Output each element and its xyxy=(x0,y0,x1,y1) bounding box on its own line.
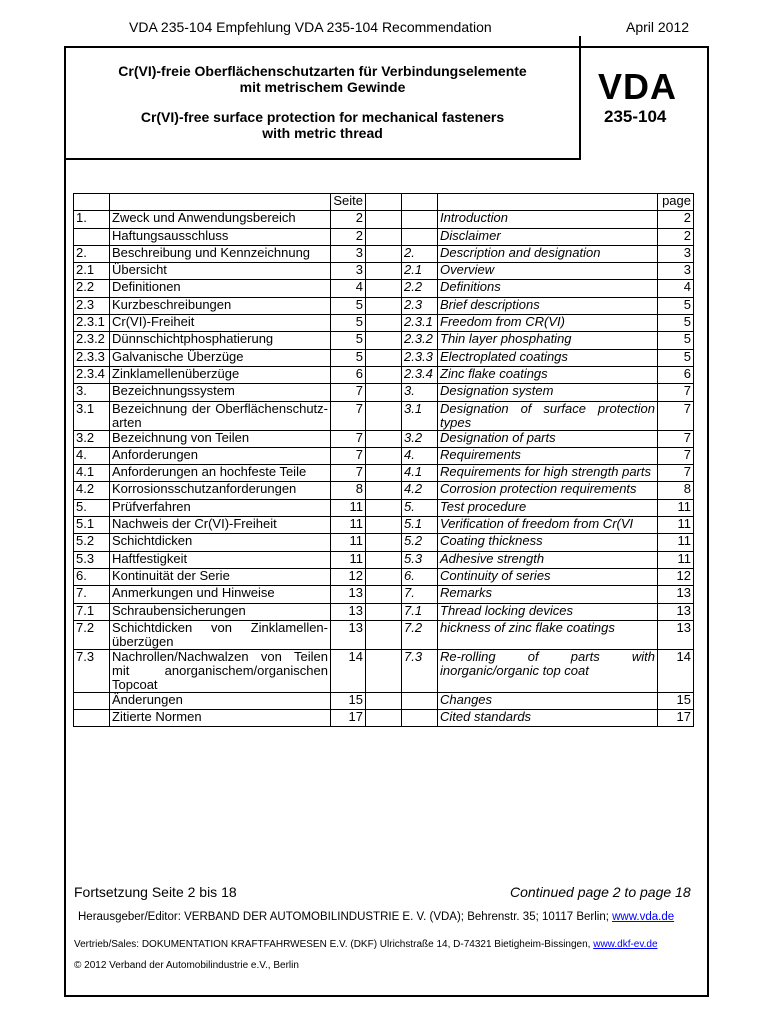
toc-de-number: 7. xyxy=(74,586,110,603)
toc-en-number: 2.2 xyxy=(402,280,438,297)
toc-de-title: Anmerkungen und Hinweise xyxy=(110,586,331,603)
toc-de-title-line: arten xyxy=(112,414,142,430)
toc-de-title: Bezeichnung von Teilen xyxy=(110,430,331,447)
toc-en-page: 5 xyxy=(658,332,694,349)
toc-en-title: Designation of parts xyxy=(438,430,658,447)
toc-en-page: 7 xyxy=(658,401,694,430)
toc-de-title: Haftungsausschluss xyxy=(110,228,331,245)
toc-en-title: Remarks xyxy=(438,586,658,603)
toc-de-title: Zweck und Anwendungsbereich xyxy=(110,211,331,228)
toc-row xyxy=(74,430,694,447)
toc-head-page: page xyxy=(658,194,694,211)
toc-en-page: 11 xyxy=(658,517,694,534)
toc-en-number: 5.2 xyxy=(402,534,438,551)
toc-en-title: Description and designation xyxy=(438,245,658,262)
toc-de-number: 7.2 xyxy=(74,620,110,649)
running-header: VDA 235-104 Empfehlung VDA 235-104 Recommendation xyxy=(129,19,492,35)
toc-de-number: 5.1 xyxy=(74,517,110,534)
toc-en-page: 14 xyxy=(658,649,694,692)
toc-de-page: 12 xyxy=(331,568,366,585)
toc-de-page: 13 xyxy=(331,620,366,649)
toc-en-page: 13 xyxy=(658,620,694,649)
toc-en-page: 13 xyxy=(658,603,694,620)
toc-head-blank xyxy=(74,194,110,211)
continuation-en: Continued page 2 to page 18 xyxy=(510,884,691,900)
toc-spacer xyxy=(366,384,402,401)
toc-de-number: 4. xyxy=(74,447,110,464)
toc-en-page: 5 xyxy=(658,349,694,366)
toc-en-number: 2.3.1 xyxy=(402,315,438,332)
toc-en-number: 4. xyxy=(402,447,438,464)
toc-en-title: Electroplated coatings xyxy=(438,349,658,366)
toc-de-number: 6. xyxy=(74,568,110,585)
toc-de-page: 13 xyxy=(331,603,366,620)
toc-de-number xyxy=(74,692,110,709)
toc-en-number: 6. xyxy=(402,568,438,585)
toc-de-title: Dünnschichtphosphatierung xyxy=(110,332,331,349)
toc-spacer xyxy=(366,349,402,366)
toc-de-number: 3.2 xyxy=(74,430,110,447)
sales-text: Vertrieb/Sales: DOKUMENTATION KRAFTFAHRWESEN E.V. (DKF) Ulrichstraße 14, D-74321 Bietigheim-Bissingen, xyxy=(74,939,594,950)
toc-de-title-line: Bezeichnung der Oberflächenschutz- xyxy=(112,401,328,416)
toc-en-number: 3.1 xyxy=(402,401,438,430)
toc-de-title: Nachweis der Cr(VI)-Freiheit xyxy=(110,517,331,534)
toc-row xyxy=(74,551,694,568)
toc-de-page: 2 xyxy=(331,228,366,245)
toc-en-page: 7 xyxy=(658,430,694,447)
toc-en-number: 3. xyxy=(402,384,438,401)
toc-de-title: Schichtdicken xyxy=(110,534,331,551)
toc-en-title: hickness of zinc flake coatings xyxy=(438,620,658,649)
toc-en-page: 11 xyxy=(658,551,694,568)
toc-de-number: 2.3.2 xyxy=(74,332,110,349)
toc-de-number: 2.3 xyxy=(74,297,110,314)
toc-row xyxy=(74,586,694,603)
toc-de-page: 14 xyxy=(331,649,366,692)
toc-de-title: Definitionen xyxy=(110,280,331,297)
toc-de-page: 7 xyxy=(331,447,366,464)
toc-en-title: Thread locking devices xyxy=(438,603,658,620)
toc-row xyxy=(74,332,694,349)
toc-en-page: 8 xyxy=(658,482,694,499)
toc-de-number: 4.2 xyxy=(74,482,110,499)
toc-en-title: Corrosion protection requirements xyxy=(438,482,658,499)
toc-en-number: 2.3 xyxy=(402,297,438,314)
toc-spacer xyxy=(366,263,402,280)
toc-de-number xyxy=(74,228,110,245)
vda-logo: VDA xyxy=(598,66,678,107)
footer-sales xyxy=(74,939,658,950)
toc-en-title xyxy=(438,649,658,692)
toc-de-number: 5.3 xyxy=(74,551,110,568)
toc-en-title: Zinc flake coatings xyxy=(438,366,658,383)
toc-de-page: 7 xyxy=(331,401,366,430)
toc-de-title: Korrosionsschutzanforderungen xyxy=(110,482,331,499)
toc-de-number: 2.2 xyxy=(74,280,110,297)
toc-spacer xyxy=(366,228,402,245)
toc-en-title: Thin layer phosphating xyxy=(438,332,658,349)
toc-de-title xyxy=(110,649,331,692)
toc-en-number: 4.1 xyxy=(402,465,438,482)
toc-de-title-line: Nachrollen/Nachwalzen von Teilen xyxy=(112,649,328,664)
publisher-text: Herausgeber/Editor: VERBAND DER AUTOMOBILINDUSTRIE E. V. (VDA); Behrenstr. 35; 10117 Berlin; xyxy=(78,911,613,923)
toc-de-page: 8 xyxy=(331,482,366,499)
toc-de-title: Anforderungen xyxy=(110,447,331,464)
toc-de-title: Cr(VI)-Freiheit xyxy=(110,315,331,332)
toc-en-title: Disclaimer xyxy=(438,228,658,245)
toc-de-title-line: Topcoat xyxy=(112,676,158,692)
header-date: April 2012 xyxy=(626,19,690,35)
toc-de-title: Galvanische Überzüge xyxy=(110,349,331,366)
toc-de-page: 7 xyxy=(331,465,366,482)
toc-en-number: 5. xyxy=(402,499,438,516)
toc-row xyxy=(74,366,694,383)
toc-spacer xyxy=(366,245,402,262)
toc-de-title-line: überzügen xyxy=(112,633,174,649)
toc-de-title: Zitierte Normen xyxy=(110,710,331,727)
toc-de-number: 5. xyxy=(74,499,110,516)
toc-row xyxy=(74,401,694,430)
toc-en-page: 3 xyxy=(658,245,694,262)
toc-row xyxy=(74,297,694,314)
toc-row xyxy=(74,482,694,499)
toc-spacer xyxy=(366,710,402,727)
toc-en-number: 7.2 xyxy=(402,620,438,649)
title-en-line1: Cr(VI)-free surface protection for mechanical fasteners xyxy=(140,109,505,125)
toc-row xyxy=(74,534,694,551)
toc-spacer xyxy=(366,447,402,464)
footer-copyright: © 2012 Verband der Automobilindustrie e.V., Berlin xyxy=(74,960,299,971)
toc-spacer xyxy=(366,620,402,649)
toc-de-number: 7.3 xyxy=(74,649,110,692)
toc-row xyxy=(74,315,694,332)
toc-de-title: Beschreibung und Kennzeichnung xyxy=(110,245,331,262)
toc-row xyxy=(74,517,694,534)
toc-en-page: 2 xyxy=(658,228,694,245)
toc-spacer xyxy=(366,568,402,585)
toc-de-number xyxy=(74,710,110,727)
toc-de-page: 11 xyxy=(331,551,366,568)
toc-header-row xyxy=(74,194,694,211)
toc-de-title: Änderungen xyxy=(110,692,331,709)
toc-de-number: 2.1 xyxy=(74,263,110,280)
toc-de-page: 11 xyxy=(331,534,366,551)
toc-spacer xyxy=(366,482,402,499)
toc-en-number: 7.3 xyxy=(402,649,438,692)
toc-spacer xyxy=(366,332,402,349)
toc-de-page: 5 xyxy=(331,349,366,366)
toc-de-number: 1. xyxy=(74,211,110,228)
toc-spacer xyxy=(366,401,402,430)
toc-de-title: Schraubensicherungen xyxy=(110,603,331,620)
toc-row xyxy=(74,263,694,280)
toc-de-title-line: Schichtdicken von Zinklamellen- xyxy=(112,620,328,635)
toc-de-number: 3. xyxy=(74,384,110,401)
toc-de-page: 7 xyxy=(331,384,366,401)
toc-en-number: 4.2 xyxy=(402,482,438,499)
title-box xyxy=(66,48,581,160)
toc-de-title: Kurzbeschreibungen xyxy=(110,297,331,314)
toc-en-number: 7. xyxy=(402,586,438,603)
title-de-line2: mit metrischem Gewinde xyxy=(239,79,406,95)
toc-de-page: 11 xyxy=(331,517,366,534)
toc-en-title-line: Designation of surface protection xyxy=(440,401,655,416)
footer-publisher xyxy=(78,911,674,923)
toc-en-title: Requirements for high strength parts xyxy=(438,465,658,482)
toc-row xyxy=(74,211,694,228)
toc-de-page: 3 xyxy=(331,245,366,262)
toc-en-title: Changes xyxy=(438,692,658,709)
toc-head-seite: Seite xyxy=(331,194,366,211)
toc-en-page: 5 xyxy=(658,297,694,314)
toc-de-number: 2. xyxy=(74,245,110,262)
title-de-line1: Cr(VI)-freie Oberflächenschutzarten für Verbindungselemente xyxy=(118,63,527,79)
toc-row xyxy=(74,568,694,585)
toc-en-number xyxy=(402,211,438,228)
toc-de-number: 2.3.4 xyxy=(74,366,110,383)
continuation-de: Fortsetzung Seite 2 bis 18 xyxy=(74,884,237,900)
toc-en-number: 2.3.3 xyxy=(402,349,438,366)
toc-de-page: 11 xyxy=(331,499,366,516)
toc-row xyxy=(74,228,694,245)
toc-en-page: 11 xyxy=(658,499,694,516)
toc-en-title: Introduction xyxy=(438,211,658,228)
toc-de-page: 3 xyxy=(331,263,366,280)
vda-link[interactable]: www.vda.de xyxy=(612,911,675,923)
toc-de-number: 7.1 xyxy=(74,603,110,620)
toc-en-page: 6 xyxy=(658,366,694,383)
toc-en-page: 13 xyxy=(658,586,694,603)
toc-row xyxy=(74,349,694,366)
toc-de-page: 7 xyxy=(331,430,366,447)
toc-row xyxy=(74,692,694,709)
toc-en-page: 4 xyxy=(658,280,694,297)
toc-de-page: 13 xyxy=(331,586,366,603)
toc-en-page: 12 xyxy=(658,568,694,585)
toc-spacer xyxy=(366,534,402,551)
toc-row xyxy=(74,447,694,464)
toc-row xyxy=(74,710,694,727)
toc-de-title xyxy=(110,401,331,430)
toc-de-title xyxy=(110,620,331,649)
toc-en-page: 11 xyxy=(658,534,694,551)
toc-row xyxy=(74,465,694,482)
toc-de-number: 5.2 xyxy=(74,534,110,551)
toc-en-page: 15 xyxy=(658,692,694,709)
toc-en-title-line: inorganic/organic top coat xyxy=(440,662,589,678)
toc-de-number: 4.1 xyxy=(74,465,110,482)
toc-en-title: Verification of freedom from Cr(VI xyxy=(438,517,658,534)
toc-de-title: Übersicht xyxy=(110,263,331,280)
toc-row xyxy=(74,280,694,297)
toc-spacer xyxy=(366,692,402,709)
toc-en-page: 2 xyxy=(658,211,694,228)
toc-de-page: 5 xyxy=(331,297,366,314)
toc-en-number: 2.3.4 xyxy=(402,366,438,383)
toc-en-title: Definitions xyxy=(438,280,658,297)
toc-de-page: 5 xyxy=(331,315,366,332)
toc-en-page: 7 xyxy=(658,465,694,482)
toc-en-title: Adhesive strength xyxy=(438,551,658,568)
toc-en-title: Designation system xyxy=(438,384,658,401)
toc-en-number: 7.1 xyxy=(402,603,438,620)
toc-en-number: 5.3 xyxy=(402,551,438,568)
toc-de-title: Zinklamellenüberzüge xyxy=(110,366,331,383)
toc-spacer xyxy=(366,517,402,534)
toc-de-page: 17 xyxy=(331,710,366,727)
toc-row xyxy=(74,499,694,516)
toc-de-title-line: mit anorganischem/organischen xyxy=(112,662,328,678)
toc-en-page: 17 xyxy=(658,710,694,727)
toc-en-page: 5 xyxy=(658,315,694,332)
toc-spacer xyxy=(366,211,402,228)
toc-en-page: 3 xyxy=(658,263,694,280)
toc-en-title: Freedom from CR(VI) xyxy=(438,315,658,332)
toc-spacer xyxy=(366,551,402,568)
toc-spacer xyxy=(366,315,402,332)
toc-spacer xyxy=(366,586,402,603)
toc-de-page: 2 xyxy=(331,211,366,228)
toc-spacer xyxy=(366,430,402,447)
toc-spacer xyxy=(366,366,402,383)
toc-en-number: 5.1 xyxy=(402,517,438,534)
toc-row xyxy=(74,603,694,620)
toc-spacer xyxy=(366,603,402,620)
toc-de-title: Prüfverfahren xyxy=(110,499,331,516)
toc-head-blank xyxy=(402,194,438,211)
toc-row xyxy=(74,649,694,692)
toc-head-blank xyxy=(366,194,402,211)
toc-de-title: Kontinuität der Serie xyxy=(110,568,331,585)
toc-de-page: 15 xyxy=(331,692,366,709)
toc-en-number: 3.2 xyxy=(402,430,438,447)
toc-head-blank xyxy=(438,194,658,211)
toc-de-number: 2.3.1 xyxy=(74,315,110,332)
toc-de-number: 3.1 xyxy=(74,401,110,430)
toc-en-title xyxy=(438,401,658,430)
toc-en-title: Cited standards xyxy=(438,710,658,727)
toc-en-number xyxy=(402,692,438,709)
document-number: 235-104 xyxy=(604,107,667,126)
toc-en-title-line: types xyxy=(440,414,472,430)
dkf-link[interactable]: www.dkf-ev.de xyxy=(593,939,658,950)
toc-en-title: Requirements xyxy=(438,447,658,464)
toc-row xyxy=(74,384,694,401)
toc-en-title: Brief descriptions xyxy=(438,297,658,314)
toc-en-title-line: Re-rolling of parts with xyxy=(440,649,655,664)
toc-de-title: Anforderungen an hochfeste Teile xyxy=(110,465,331,482)
toc-en-page: 7 xyxy=(658,447,694,464)
toc-en-page: 7 xyxy=(658,384,694,401)
toc-en-number xyxy=(402,710,438,727)
toc-head-blank xyxy=(110,194,331,211)
toc-spacer xyxy=(366,465,402,482)
toc-row xyxy=(74,620,694,649)
toc-de-title: Bezeichnungssystem xyxy=(110,384,331,401)
toc-en-title: Test procedure xyxy=(438,499,658,516)
toc-en-title: Coating thickness xyxy=(438,534,658,551)
toc-en-number: 2. xyxy=(402,245,438,262)
toc-de-title: Haftfestigkeit xyxy=(110,551,331,568)
toc-en-number xyxy=(402,228,438,245)
toc-en-number: 2.3.2 xyxy=(402,332,438,349)
toc-de-page: 5 xyxy=(331,332,366,349)
title-en-line2: with metric thread xyxy=(262,125,383,141)
toc-spacer xyxy=(366,297,402,314)
toc-en-number: 2.1 xyxy=(402,263,438,280)
table-of-contents xyxy=(73,193,694,727)
toc-de-number: 2.3.3 xyxy=(74,349,110,366)
toc-spacer xyxy=(366,499,402,516)
toc-row xyxy=(74,245,694,262)
toc-en-title: Overview xyxy=(438,263,658,280)
toc-de-page: 4 xyxy=(331,280,366,297)
toc-spacer xyxy=(366,280,402,297)
toc-de-page: 6 xyxy=(331,366,366,383)
toc-en-title: Continuity of series xyxy=(438,568,658,585)
toc-spacer xyxy=(366,649,402,692)
